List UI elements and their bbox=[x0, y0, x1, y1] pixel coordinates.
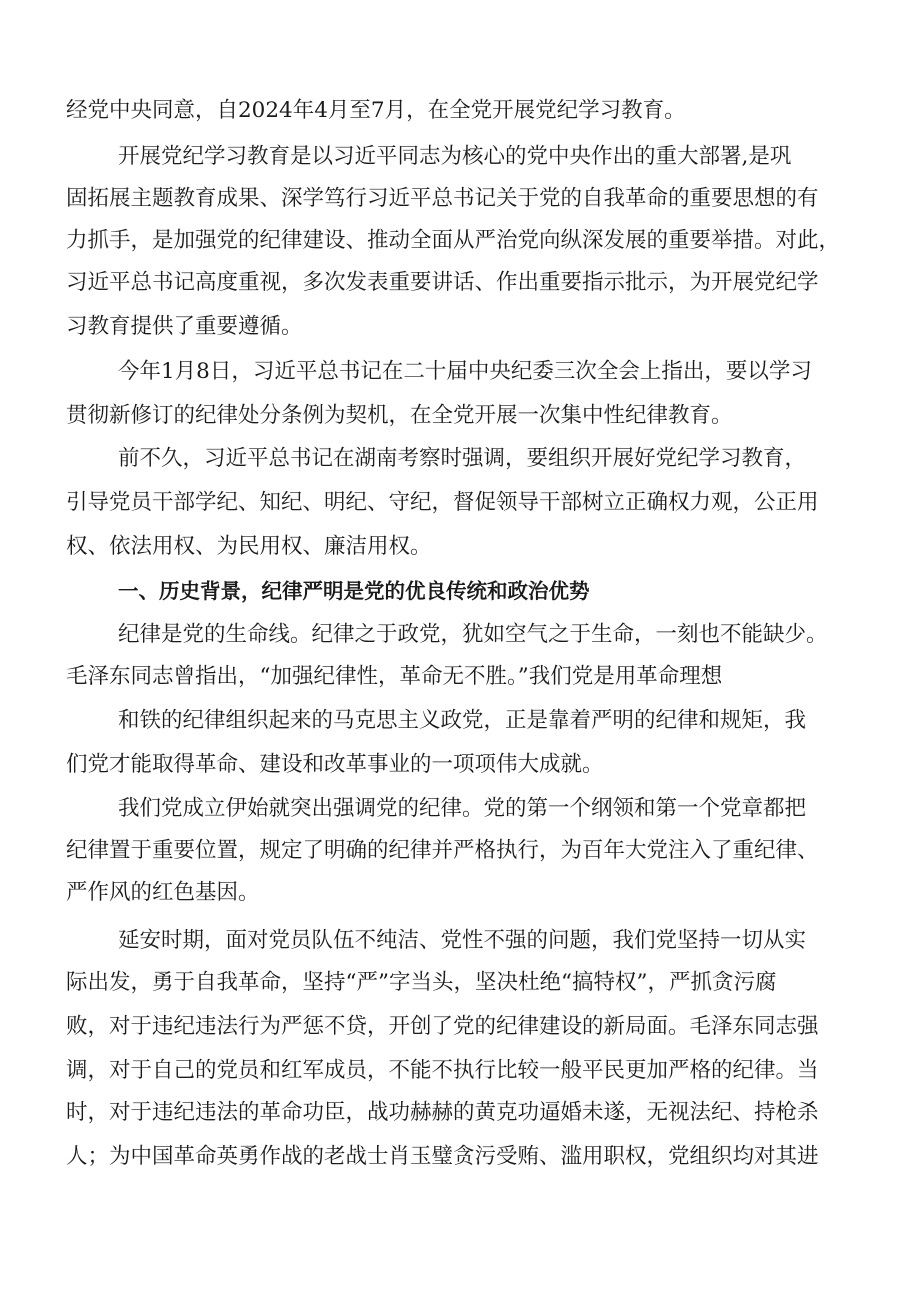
paragraph-8-line-1: 延安时期，面对党员队伍不纯洁、党性不强的问题，我们党坚持一切从实 bbox=[118, 928, 807, 953]
paragraph-8-line-5: 时，对于违纪违法的革命功臣，战功赫赫的黄克功逼婚未遂，无视法纪、持枪杀 bbox=[66, 1100, 819, 1125]
paragraph-2-line-4: 习近平总书记高度重视，多次发表重要讲话、作出重要指示批示，为开展党纪学 bbox=[66, 270, 819, 295]
section-heading-1: 一、历史背景，纪律严明是党的优良传统和政治优势 bbox=[118, 579, 590, 603]
paragraph-2-line-5: 习教育提供了重要遵循。 bbox=[66, 314, 303, 339]
paragraph-4-line-2: 引导党员干部学纪、知纪、明纪、守纪，督促领导干部树立正确权力观，公正用 bbox=[66, 490, 819, 515]
paragraph-1-line-1: 经党中央同意，自2024年4月至7月，在全党开展党纪学习教育。 bbox=[66, 98, 686, 123]
paragraph-5-line-2: 毛泽东同志曾指出，“加强纪律性，革命无不胜。”我们党是用革命理想 bbox=[66, 664, 723, 689]
paragraph-3-line-2: 贯彻新修订的纪律处分条例为契机，在全党开展一次集中性纪律教育。 bbox=[66, 403, 733, 428]
paragraph-6-line-1: 和铁的纪律组织起来的马克思主义政党，正是靠着严明的纪律和规矩，我 bbox=[118, 708, 807, 733]
paragraph-2-line-2: 固拓展主题教育成果、深学笃行习近平总书记关于党的自我革命的重要思想的有 bbox=[66, 186, 819, 211]
paragraph-2-line-3: 力抓手，是加强党的纪律建设、推动全面从严治党向纵深发展的重要举措。对此， bbox=[66, 228, 841, 253]
paragraph-6-line-2: 们党才能取得革命、建设和改革事业的一项项伟大成就。 bbox=[66, 752, 604, 777]
paragraph-7-line-3: 严作风的红色基因。 bbox=[66, 880, 260, 905]
paragraph-8-line-4: 调，对于自己的党员和红军成员，不能不执行比较一般平民更加严格的纪律。当 bbox=[66, 1058, 819, 1083]
paragraph-5-line-1: 纪律是党的生命线。纪律之于政党，犹如空气之于生命，一刻也不能缺少。 bbox=[118, 622, 828, 647]
paragraph-7-line-1: 我们党成立伊始就突出强调党的纪律。党的第一个纲领和第一个党章都把 bbox=[118, 796, 807, 821]
paragraph-4-line-3: 权、依法用权、为民用权、廉洁用权。 bbox=[66, 534, 432, 559]
paragraph-8-line-6: 人；为中国革命英勇作战的老战士肖玉璧贪污受贿、滥用职权，党组织均对其进 bbox=[66, 1144, 819, 1169]
paragraph-2-line-1: 开展党纪学习教育是以习近平同志为核心的党中央作出的重大部署,是巩 bbox=[118, 144, 792, 169]
paragraph-3-line-1: 今年1月8日，习近平总书记在二十届中央纪委三次全会上指出，要以学习 bbox=[118, 359, 812, 384]
paragraph-7-line-2: 纪律置于重要位置，规定了明确的纪律并严格执行，为百年大党注入了重纪律、 bbox=[66, 838, 819, 863]
paragraph-4-line-1: 前不久，习近平总书记在湖南考察时强调，要组织开展好党纪学习教育， bbox=[118, 446, 807, 471]
paragraph-8-line-2: 际出发，勇于自我革命，坚持“严”字当头，坚决杜绝“搞特权”，严抓贪污腐 bbox=[66, 970, 777, 995]
paragraph-8-line-3: 败，对于违纪违法行为严惩不贷，开创了党的纪律建设的新局面。毛泽东同志强 bbox=[66, 1014, 819, 1039]
